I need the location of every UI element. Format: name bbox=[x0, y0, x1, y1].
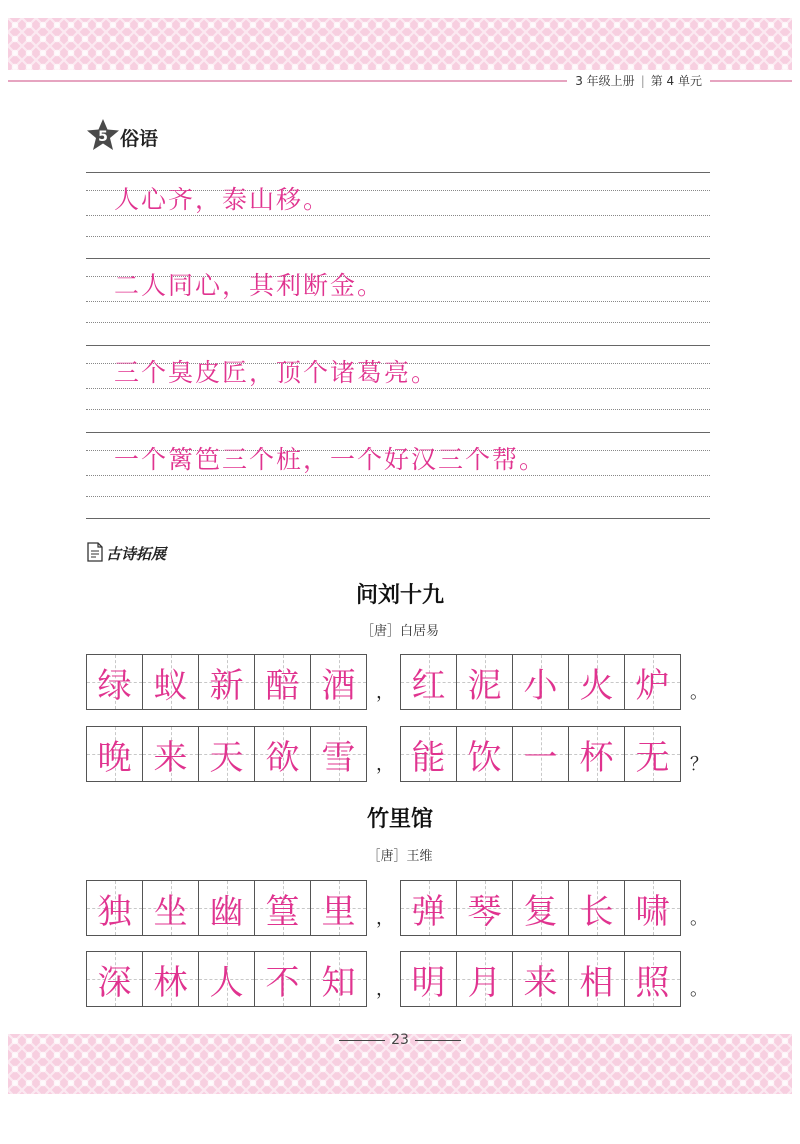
character-cell bbox=[143, 654, 199, 710]
character-cell bbox=[625, 726, 681, 782]
character-text: 醅 bbox=[265, 665, 300, 706]
character-text: 小 bbox=[523, 665, 558, 706]
character-cell bbox=[255, 951, 311, 1007]
character-text: 天 bbox=[209, 737, 244, 778]
character-text: 坐 bbox=[153, 891, 188, 932]
character-text: 照 bbox=[635, 962, 670, 1003]
writing-baseline bbox=[86, 518, 710, 519]
proverb-text: 二人同心，其利断金。 bbox=[114, 271, 385, 300]
character-grid bbox=[400, 726, 681, 782]
poem-title: 问刘十九 bbox=[355, 583, 444, 608]
character-text: 无 bbox=[635, 737, 670, 778]
character-text: 篁 bbox=[265, 891, 300, 932]
poem-author: ［唐］白居易 bbox=[360, 624, 439, 639]
character-cell bbox=[255, 726, 311, 782]
character-cell bbox=[199, 726, 255, 782]
poem-title: 竹里馆 bbox=[366, 807, 433, 832]
character-cell bbox=[255, 880, 311, 936]
page-number-text: 23 bbox=[391, 1032, 409, 1048]
character-cell bbox=[569, 654, 625, 710]
writing-baseline bbox=[86, 345, 710, 346]
character-cell bbox=[199, 951, 255, 1007]
punctuation-mark: ， bbox=[376, 979, 394, 1000]
character-text: 复 bbox=[523, 891, 558, 932]
character-text: 独 bbox=[97, 891, 132, 932]
character-text: 人 bbox=[209, 962, 244, 1003]
character-grid bbox=[86, 951, 367, 1007]
character-text: 晚 bbox=[97, 737, 132, 778]
grade-label: 3 年级上册 bbox=[575, 74, 635, 88]
writing-baseline bbox=[86, 258, 710, 259]
character-text: 杯 bbox=[579, 737, 614, 778]
character-text: 月 bbox=[467, 962, 502, 1003]
character-text: 明 bbox=[411, 962, 446, 1003]
character-cell bbox=[513, 654, 569, 710]
character-text: 泥 bbox=[467, 665, 502, 706]
character-text: 相 bbox=[579, 962, 614, 1003]
character-text: 长 bbox=[579, 891, 614, 932]
character-text: 深 bbox=[97, 962, 132, 1003]
character-cell bbox=[87, 880, 143, 936]
character-cell bbox=[457, 654, 513, 710]
character-text: 里 bbox=[321, 891, 356, 932]
character-text: 来 bbox=[523, 962, 558, 1003]
character-grid bbox=[86, 654, 367, 710]
character-cell bbox=[457, 880, 513, 936]
character-cell bbox=[569, 726, 625, 782]
character-text: 绿 bbox=[97, 665, 132, 706]
character-text: 能 bbox=[411, 737, 446, 778]
character-text: 饮 bbox=[467, 737, 502, 778]
character-text: 弹 bbox=[411, 891, 446, 932]
character-cell bbox=[457, 726, 513, 782]
punctuation-mark: 。 bbox=[690, 682, 708, 703]
punctuation-mark: ， bbox=[376, 908, 394, 929]
writing-guideline bbox=[86, 322, 710, 323]
character-cell bbox=[401, 654, 457, 710]
character-cell bbox=[87, 654, 143, 710]
proverb-text: 人心齐，泰山移。 bbox=[114, 185, 331, 214]
character-text: 新 bbox=[209, 665, 244, 706]
ancient-poems-extension-label: 古诗拓展 bbox=[106, 545, 167, 563]
character-text: 炉 bbox=[635, 665, 670, 706]
character-grid bbox=[400, 880, 681, 936]
unit-label: 第 4 单元 bbox=[650, 74, 702, 88]
character-grid bbox=[400, 654, 681, 710]
punctuation-mark: ？ bbox=[690, 754, 708, 775]
header-separator: | bbox=[640, 74, 645, 88]
character-cell bbox=[143, 880, 199, 936]
character-text: 一 bbox=[523, 737, 558, 778]
character-cell bbox=[401, 880, 457, 936]
character-text: 雪 bbox=[321, 737, 356, 778]
character-text: 火 bbox=[579, 665, 614, 706]
punctuation-mark: ， bbox=[376, 754, 394, 775]
writing-baseline bbox=[86, 172, 710, 173]
character-cell bbox=[199, 654, 255, 710]
character-cell bbox=[401, 726, 457, 782]
character-cell bbox=[311, 726, 367, 782]
writing-baseline bbox=[86, 432, 710, 433]
character-text: 不 bbox=[265, 962, 300, 1003]
character-text: 红 bbox=[411, 665, 446, 706]
character-cell bbox=[625, 880, 681, 936]
character-cell bbox=[401, 951, 457, 1007]
character-text: 酒 bbox=[321, 665, 356, 706]
character-grid bbox=[86, 880, 367, 936]
character-cell bbox=[87, 726, 143, 782]
character-cell bbox=[625, 654, 681, 710]
character-cell bbox=[457, 951, 513, 1007]
character-cell bbox=[87, 951, 143, 1007]
character-cell bbox=[311, 880, 367, 936]
character-cell bbox=[255, 654, 311, 710]
writing-guideline bbox=[86, 236, 710, 237]
character-cell bbox=[143, 726, 199, 782]
character-text: 来 bbox=[153, 737, 188, 778]
character-text: 蚁 bbox=[153, 665, 188, 706]
character-cell bbox=[625, 951, 681, 1007]
writing-guideline bbox=[86, 496, 710, 497]
character-text: 林 bbox=[153, 962, 188, 1003]
character-grid bbox=[400, 951, 681, 1007]
punctuation-mark: ， bbox=[376, 682, 394, 703]
character-cell bbox=[311, 951, 367, 1007]
header-decorative-band bbox=[8, 18, 792, 70]
character-cell bbox=[143, 951, 199, 1007]
page-number bbox=[0, 1032, 800, 1048]
character-text: 琴 bbox=[467, 891, 502, 932]
document-icon bbox=[86, 542, 104, 562]
section-title: 俗语 bbox=[120, 128, 159, 150]
character-text: 欲 bbox=[265, 737, 300, 778]
character-text: 幽 bbox=[209, 891, 244, 932]
character-cell bbox=[199, 880, 255, 936]
writing-guideline bbox=[86, 409, 710, 410]
proverb-text: 一个篱笆三个桩，一个好汉三个帮。 bbox=[114, 445, 547, 474]
header-unit-label bbox=[567, 72, 710, 90]
character-text: 啸 bbox=[635, 891, 670, 932]
character-cell bbox=[513, 880, 569, 936]
character-cell bbox=[569, 951, 625, 1007]
character-cell bbox=[569, 880, 625, 936]
section-star-icon bbox=[86, 118, 120, 152]
character-text: 知 bbox=[321, 962, 356, 1003]
section-number: 5 bbox=[98, 129, 108, 145]
proverb-text: 三个臭皮匠，顶个诸葛亮。 bbox=[114, 358, 439, 387]
character-cell bbox=[311, 654, 367, 710]
poem-author: ［唐］王维 bbox=[367, 849, 433, 864]
punctuation-mark: 。 bbox=[690, 979, 708, 1000]
character-cell bbox=[513, 951, 569, 1007]
character-grid bbox=[86, 726, 367, 782]
character-cell bbox=[513, 726, 569, 782]
punctuation-mark: 。 bbox=[690, 908, 708, 929]
